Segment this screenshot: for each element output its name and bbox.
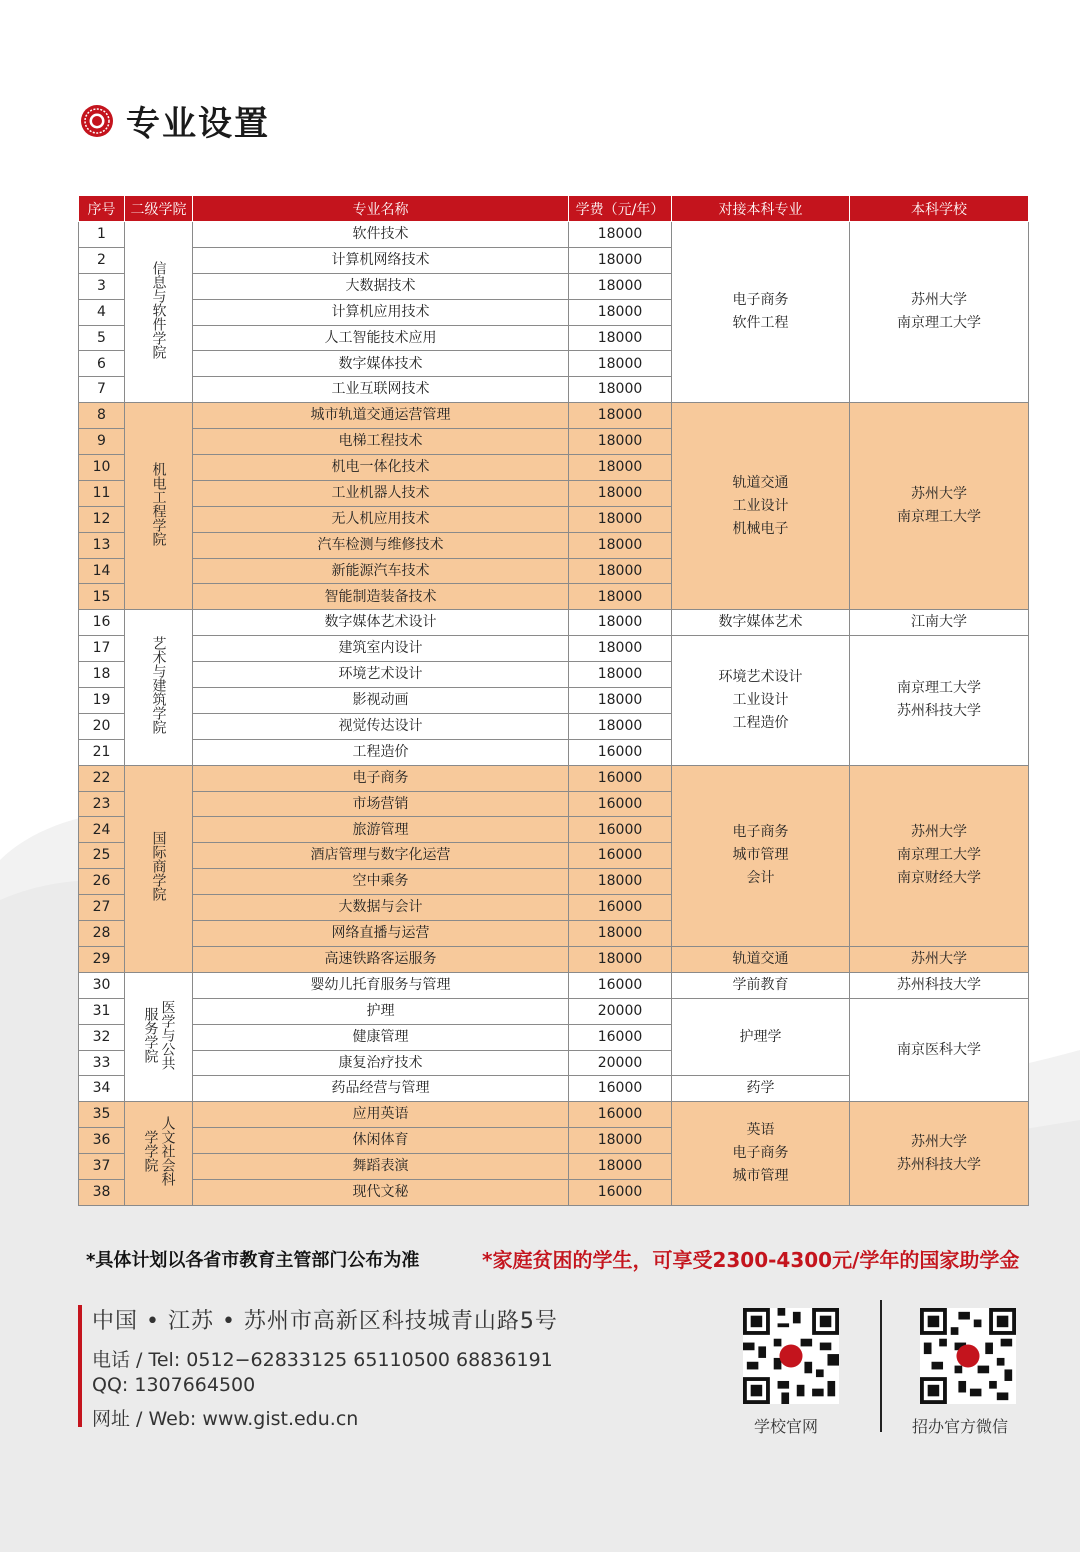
major-name: 环境艺术设计 bbox=[193, 662, 569, 688]
major-name: 市场营销 bbox=[193, 791, 569, 817]
tuition: 18000 bbox=[569, 351, 672, 377]
major-name: 旅游管理 bbox=[193, 817, 569, 843]
row-no: 26 bbox=[79, 869, 125, 895]
footer-website[interactable]: 网址 / Web: www.gist.edu.cn bbox=[92, 1408, 359, 1430]
row-no: 4 bbox=[79, 299, 125, 325]
tuition: 20000 bbox=[569, 998, 672, 1024]
major-name: 网络直播与运营 bbox=[193, 921, 569, 947]
major-name: 城市轨道交通运营管理 bbox=[193, 403, 569, 429]
tuition: 16000 bbox=[569, 972, 672, 998]
row-no: 8 bbox=[79, 403, 125, 429]
header-no: 序号 bbox=[79, 196, 125, 222]
college-name: 机电工程学院 bbox=[150, 461, 167, 546]
major-name: 护理 bbox=[193, 998, 569, 1024]
bachelor-schools-text: 苏州大学 南京理工大学 bbox=[897, 486, 981, 526]
bachelor-schools: 苏州科技大学 bbox=[850, 972, 1029, 998]
college-name: 国际商学院 bbox=[150, 831, 167, 902]
table-row bbox=[79, 403, 1029, 429]
row-no: 12 bbox=[79, 506, 125, 532]
tuition: 16000 bbox=[569, 765, 672, 791]
tuition: 18000 bbox=[569, 299, 672, 325]
major-name: 工程造价 bbox=[193, 739, 569, 765]
wechat-qr-caption: 招办官方微信 bbox=[912, 1417, 1009, 1436]
row-no: 20 bbox=[79, 713, 125, 739]
footer-accent-bar bbox=[78, 1305, 82, 1427]
major-name: 新能源汽车技术 bbox=[193, 558, 569, 584]
college-cell bbox=[125, 972, 193, 1101]
row-no: 18 bbox=[79, 662, 125, 688]
tuition: 18000 bbox=[569, 480, 672, 506]
major-name: 无人机应用技术 bbox=[193, 506, 569, 532]
tuition: 18000 bbox=[569, 636, 672, 662]
bachelor-schools-text: 苏州大学 南京理工大学 南京财经大学 bbox=[897, 824, 981, 887]
bachelor-majors-text: 英语 电子商务 城市管理 bbox=[732, 1122, 789, 1185]
majors-table bbox=[78, 195, 1029, 1206]
major-name: 工业互联网技术 bbox=[193, 377, 569, 403]
bachelor-majors: 护理学 bbox=[672, 998, 850, 1076]
college-cell bbox=[125, 610, 193, 765]
header-major-name: 专业名称 bbox=[193, 196, 569, 222]
tuition: 16000 bbox=[569, 1024, 672, 1050]
major-name: 建筑室内设计 bbox=[193, 636, 569, 662]
website-qr-caption: 学校官网 bbox=[754, 1417, 819, 1436]
row-no: 34 bbox=[79, 1076, 125, 1102]
tuition: 18000 bbox=[569, 558, 672, 584]
major-name: 数字媒体技术 bbox=[193, 351, 569, 377]
tuition: 18000 bbox=[569, 222, 672, 248]
table-row bbox=[79, 946, 1029, 972]
row-no: 13 bbox=[79, 532, 125, 558]
row-no: 35 bbox=[79, 1102, 125, 1128]
bachelor-majors-text: 电子商务 软件工程 bbox=[732, 292, 789, 332]
footer-address: 中国 • 江苏 • 苏州市高新区科技城青山路5号 bbox=[92, 1309, 558, 1334]
row-no: 5 bbox=[79, 325, 125, 351]
bachelor-majors-text: 环境艺术设计 工业设计 工程造价 bbox=[718, 668, 803, 731]
tuition: 18000 bbox=[569, 713, 672, 739]
major-name: 智能制造装备技术 bbox=[193, 584, 569, 610]
tuition: 16000 bbox=[569, 1076, 672, 1102]
bachelor-schools bbox=[850, 1102, 1029, 1206]
tuition: 16000 bbox=[569, 791, 672, 817]
tuition: 16000 bbox=[569, 1179, 672, 1205]
major-name: 药品经营与管理 bbox=[193, 1076, 569, 1102]
row-no: 16 bbox=[79, 610, 125, 636]
tuition: 18000 bbox=[569, 325, 672, 351]
bachelor-majors: 数字媒体艺术 bbox=[672, 610, 850, 636]
section-header bbox=[80, 96, 270, 145]
bachelor-schools-text: 南京理工大学 苏州科技大学 bbox=[897, 680, 981, 720]
qr-divider bbox=[880, 1300, 882, 1432]
major-name: 机电一体化技术 bbox=[193, 455, 569, 481]
school-emblem-icon bbox=[80, 104, 114, 138]
row-no: 33 bbox=[79, 1050, 125, 1076]
bachelor-schools-text: 苏州大学 南京理工大学 bbox=[897, 292, 981, 332]
row-no: 31 bbox=[79, 998, 125, 1024]
tuition: 16000 bbox=[569, 817, 672, 843]
tuition: 16000 bbox=[569, 739, 672, 765]
bachelor-schools bbox=[850, 222, 1029, 403]
header-college: 二级学院 bbox=[125, 196, 193, 222]
tuition: 18000 bbox=[569, 273, 672, 299]
major-name: 人工智能技术应用 bbox=[193, 325, 569, 351]
bachelor-majors bbox=[672, 403, 850, 610]
tuition: 16000 bbox=[569, 1102, 672, 1128]
college-name: 医学与公共服务学院 bbox=[142, 999, 176, 1070]
row-no: 3 bbox=[79, 273, 125, 299]
table-header-row bbox=[79, 196, 1029, 222]
major-name: 计算机应用技术 bbox=[193, 299, 569, 325]
row-no: 27 bbox=[79, 895, 125, 921]
tuition: 18000 bbox=[569, 688, 672, 714]
grant-note: *家庭贫困的学生，可享受2300-4300元/学年的国家助学金 bbox=[482, 1248, 1020, 1272]
major-name: 婴幼儿托育服务与管理 bbox=[193, 972, 569, 998]
table-row bbox=[79, 222, 1029, 248]
bachelor-schools bbox=[850, 765, 1029, 946]
tuition: 18000 bbox=[569, 455, 672, 481]
row-no: 15 bbox=[79, 584, 125, 610]
row-no: 17 bbox=[79, 636, 125, 662]
tuition: 18000 bbox=[569, 429, 672, 455]
college-name: 信息与软件学院 bbox=[150, 260, 167, 359]
row-no: 38 bbox=[79, 1179, 125, 1205]
row-no: 28 bbox=[79, 921, 125, 947]
row-no: 14 bbox=[79, 558, 125, 584]
bachelor-schools: 苏州大学 bbox=[850, 946, 1029, 972]
major-name: 休闲体育 bbox=[193, 1128, 569, 1154]
row-no: 22 bbox=[79, 765, 125, 791]
row-no: 10 bbox=[79, 455, 125, 481]
row-no: 37 bbox=[79, 1154, 125, 1180]
major-name: 康复治疗技术 bbox=[193, 1050, 569, 1076]
major-name: 应用英语 bbox=[193, 1102, 569, 1128]
tuition: 16000 bbox=[569, 895, 672, 921]
page-title: 专业设置 bbox=[126, 104, 270, 144]
major-name: 汽车检测与维修技术 bbox=[193, 532, 569, 558]
row-no: 19 bbox=[79, 688, 125, 714]
major-name: 电子商务 bbox=[193, 765, 569, 791]
major-name: 视觉传达设计 bbox=[193, 713, 569, 739]
row-no: 29 bbox=[79, 946, 125, 972]
college-name: 艺术与建筑学院 bbox=[150, 636, 167, 735]
bachelor-majors bbox=[672, 1102, 850, 1206]
bachelor-schools bbox=[850, 403, 1029, 610]
major-name: 大数据与会计 bbox=[193, 895, 569, 921]
row-no: 30 bbox=[79, 972, 125, 998]
bachelor-schools: 江南大学 bbox=[850, 610, 1029, 636]
major-name: 现代文秘 bbox=[193, 1179, 569, 1205]
row-no: 32 bbox=[79, 1024, 125, 1050]
tuition: 18000 bbox=[569, 946, 672, 972]
bachelor-majors: 学前教育 bbox=[672, 972, 850, 998]
major-name: 健康管理 bbox=[193, 1024, 569, 1050]
row-no: 9 bbox=[79, 429, 125, 455]
college-name: 人文社会科学学院 bbox=[142, 1116, 176, 1187]
bachelor-schools-text: 苏州大学 苏州科技大学 bbox=[897, 1133, 981, 1173]
row-no: 1 bbox=[79, 222, 125, 248]
college-cell bbox=[125, 1102, 193, 1206]
table-row bbox=[79, 1102, 1029, 1128]
bachelor-majors: 药学 bbox=[672, 1076, 850, 1102]
major-name: 影视动画 bbox=[193, 688, 569, 714]
table-row bbox=[79, 972, 1029, 998]
major-name: 大数据技术 bbox=[193, 273, 569, 299]
row-no: 23 bbox=[79, 791, 125, 817]
college-cell bbox=[125, 222, 193, 403]
major-name: 工业机器人技术 bbox=[193, 480, 569, 506]
row-no: 24 bbox=[79, 817, 125, 843]
major-name: 软件技术 bbox=[193, 222, 569, 248]
row-no: 7 bbox=[79, 377, 125, 403]
tuition: 16000 bbox=[569, 843, 672, 869]
table-row bbox=[79, 636, 1029, 662]
table-row bbox=[79, 610, 1029, 636]
tuition: 18000 bbox=[569, 506, 672, 532]
major-name: 高速铁路客运服务 bbox=[193, 946, 569, 972]
tuition: 18000 bbox=[569, 610, 672, 636]
bachelor-schools bbox=[850, 636, 1029, 765]
college-cell bbox=[125, 765, 193, 972]
table-row bbox=[79, 998, 1029, 1024]
row-no: 2 bbox=[79, 247, 125, 273]
tuition: 20000 bbox=[569, 1050, 672, 1076]
tuition: 18000 bbox=[569, 584, 672, 610]
tuition: 18000 bbox=[569, 403, 672, 429]
bachelor-majors-text: 轨道交通 工业设计 机械电子 bbox=[732, 474, 789, 537]
wechat-qr-code-icon[interactable] bbox=[920, 1308, 1016, 1404]
tuition: 18000 bbox=[569, 1154, 672, 1180]
major-name: 数字媒体艺术设计 bbox=[193, 610, 569, 636]
major-name: 电梯工程技术 bbox=[193, 429, 569, 455]
bachelor-schools: 南京医科大学 bbox=[850, 998, 1029, 1102]
bachelor-majors bbox=[672, 765, 850, 946]
row-no: 25 bbox=[79, 843, 125, 869]
tuition: 18000 bbox=[569, 377, 672, 403]
bachelor-majors bbox=[672, 222, 850, 403]
bachelor-majors: 轨道交通 bbox=[672, 946, 850, 972]
header-bachelor-school: 本科学校 bbox=[850, 196, 1029, 222]
tuition: 18000 bbox=[569, 1128, 672, 1154]
tuition: 18000 bbox=[569, 921, 672, 947]
bachelor-majors bbox=[672, 636, 850, 765]
footer-qq: QQ: 1307664500 bbox=[92, 1374, 256, 1396]
header-bachelor-major: 对接本科专业 bbox=[672, 196, 850, 222]
college-cell bbox=[125, 403, 193, 610]
tuition: 18000 bbox=[569, 869, 672, 895]
major-name: 空中乘务 bbox=[193, 869, 569, 895]
tuition: 18000 bbox=[569, 662, 672, 688]
row-no: 11 bbox=[79, 480, 125, 506]
row-no: 21 bbox=[79, 739, 125, 765]
row-no: 6 bbox=[79, 351, 125, 377]
footer-telephone: 电话 / Tel: 0512−62833125 65110500 68836191 bbox=[92, 1349, 553, 1371]
header-tuition: 学费（元/年） bbox=[569, 196, 672, 222]
row-no: 36 bbox=[79, 1128, 125, 1154]
major-name: 舞蹈表演 bbox=[193, 1154, 569, 1180]
tuition: 18000 bbox=[569, 247, 672, 273]
plan-note: *具体计划以各省市教育主管部门公布为准 bbox=[86, 1250, 420, 1271]
bachelor-majors-text: 电子商务 城市管理 会计 bbox=[732, 824, 789, 887]
major-name: 计算机网络技术 bbox=[193, 247, 569, 273]
major-name: 酒店管理与数字化运营 bbox=[193, 843, 569, 869]
tuition: 18000 bbox=[569, 532, 672, 558]
website-qr-code-icon[interactable] bbox=[743, 1308, 839, 1404]
table-row bbox=[79, 765, 1029, 791]
